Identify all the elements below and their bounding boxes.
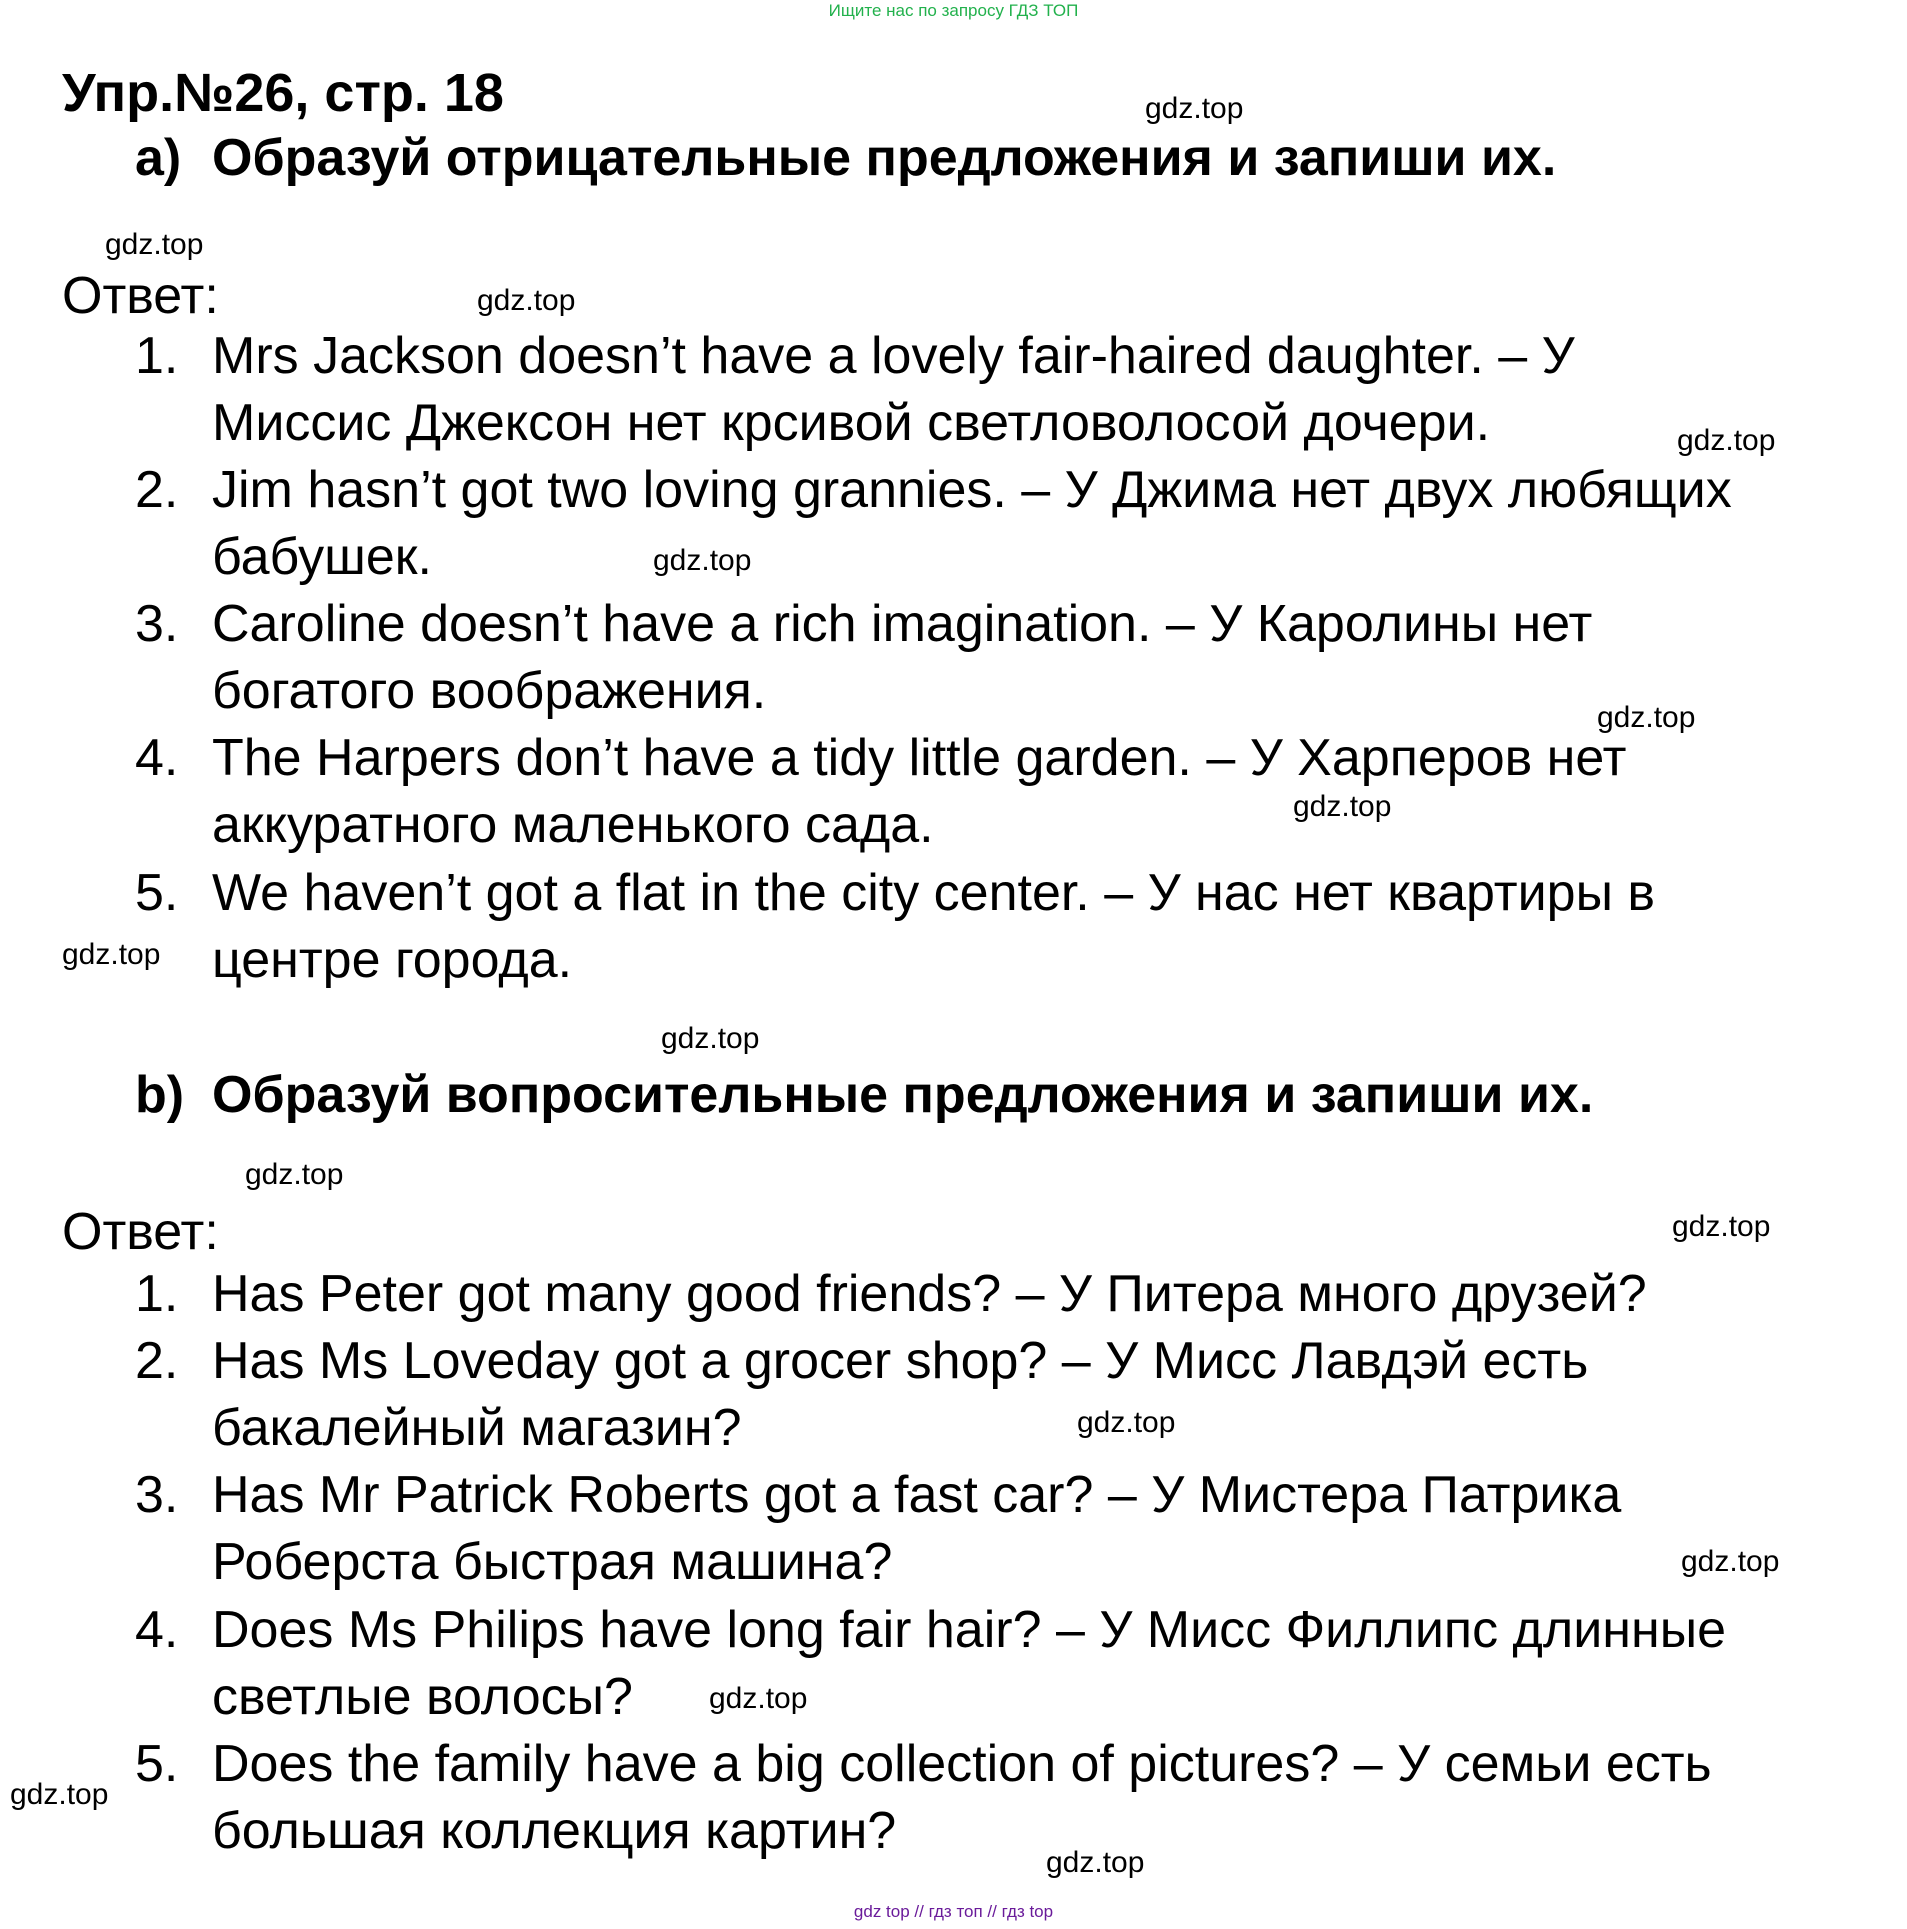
item-line: богатого воображения. — [212, 662, 767, 720]
watermark: gdz.top — [477, 284, 576, 317]
footer-note: gdz top // гдз топ // гдз top — [853, 1902, 1054, 1921]
item-line: бакалейный магазин? — [212, 1399, 742, 1457]
item-line: аккуратного маленького сада. — [212, 796, 934, 854]
watermark: gdz.top — [709, 1682, 808, 1715]
item-number: 2. — [135, 1332, 179, 1390]
item-number: 5. — [135, 1735, 179, 1793]
item-line: Роберста быстрая машина? — [212, 1533, 893, 1591]
watermark: gdz.top — [245, 1158, 344, 1191]
item-number: 2. — [135, 461, 179, 519]
item-number: 4. — [135, 729, 179, 787]
task-a-text: Образуй отрицательные предложения и запиши их. — [212, 129, 1557, 187]
item-line: Has Mr Patrick Roberts got a fast car? – У Мистера Патрика — [212, 1466, 1622, 1524]
item-line: центре города. — [212, 931, 573, 989]
watermark: gdz.top — [10, 1778, 109, 1811]
answer-label-b: Ответ: — [62, 1203, 219, 1261]
item-number: 1. — [135, 327, 179, 385]
watermark: gdz.top — [1677, 424, 1776, 457]
item-line: Has Peter got many good friends? – У Питера много друзей? — [212, 1265, 1647, 1323]
item-number: 3. — [135, 1466, 179, 1524]
watermark: gdz.top — [105, 228, 204, 261]
item-line: Does the family have a big collection of pictures? – У семьи есть — [212, 1735, 1712, 1793]
watermark: gdz.top — [653, 544, 752, 577]
item-line: Does Ms Philips have long fair hair? – У Мисс Филлипс длинные — [212, 1601, 1726, 1659]
watermark: gdz.top — [1672, 1210, 1771, 1243]
watermark: gdz.top — [62, 938, 161, 971]
item-line: Mrs Jackson doesn’t have a lovely fair-haired daughter. – У — [212, 327, 1575, 385]
task-b-text: Образуй вопросительные предложения и запиши их. — [212, 1066, 1594, 1124]
item-line: Caroline doesn’t have a rich imagination. – У Каролины нет — [212, 595, 1593, 653]
watermark: gdz.top — [1293, 790, 1392, 823]
item-number: 5. — [135, 864, 179, 922]
watermark: gdz.top — [1046, 1846, 1145, 1879]
task-b-heading — [135, 1065, 1593, 1125]
task-a-heading — [135, 128, 1556, 188]
watermark: gdz.top — [1681, 1545, 1780, 1578]
watermark: gdz.top — [1077, 1406, 1176, 1439]
item-line: Has Ms Loveday got a grocer shop? – У Мисс Лавдэй есть — [212, 1332, 1589, 1390]
item-number: 3. — [135, 595, 179, 653]
item-line: Миссис Джексон нет крсивой светловолосой дочери. — [212, 394, 1491, 452]
item-line: большая коллекция картин? — [212, 1802, 897, 1860]
watermark: gdz.top — [1145, 92, 1244, 125]
item-line: The Harpers don’t have a tidy little garden. – У Харперов нет — [212, 729, 1627, 787]
item-line: бабушек. — [212, 528, 432, 586]
watermark: gdz.top — [661, 1022, 760, 1055]
watermark: gdz.top — [1597, 701, 1696, 734]
answer-label-a: Ответ: — [62, 267, 219, 325]
item-number: 4. — [135, 1601, 179, 1659]
item-line: Jim hasn’t got two loving grannies. – У Джима нет двух любящих — [212, 461, 1732, 519]
item-line: светлые волосы? — [212, 1668, 633, 1726]
exercise-title: Упр.№26, стр. 18 — [62, 63, 504, 123]
top-search-note: Ищите нас по запросу ГДЗ ТОП — [828, 1, 1079, 20]
task-a-letter: a) — [135, 129, 182, 187]
task-b-letter: b) — [135, 1066, 185, 1124]
item-number: 1. — [135, 1265, 179, 1323]
item-line: We haven’t got a flat in the city center. – У нас нет квартиры в — [212, 864, 1656, 922]
